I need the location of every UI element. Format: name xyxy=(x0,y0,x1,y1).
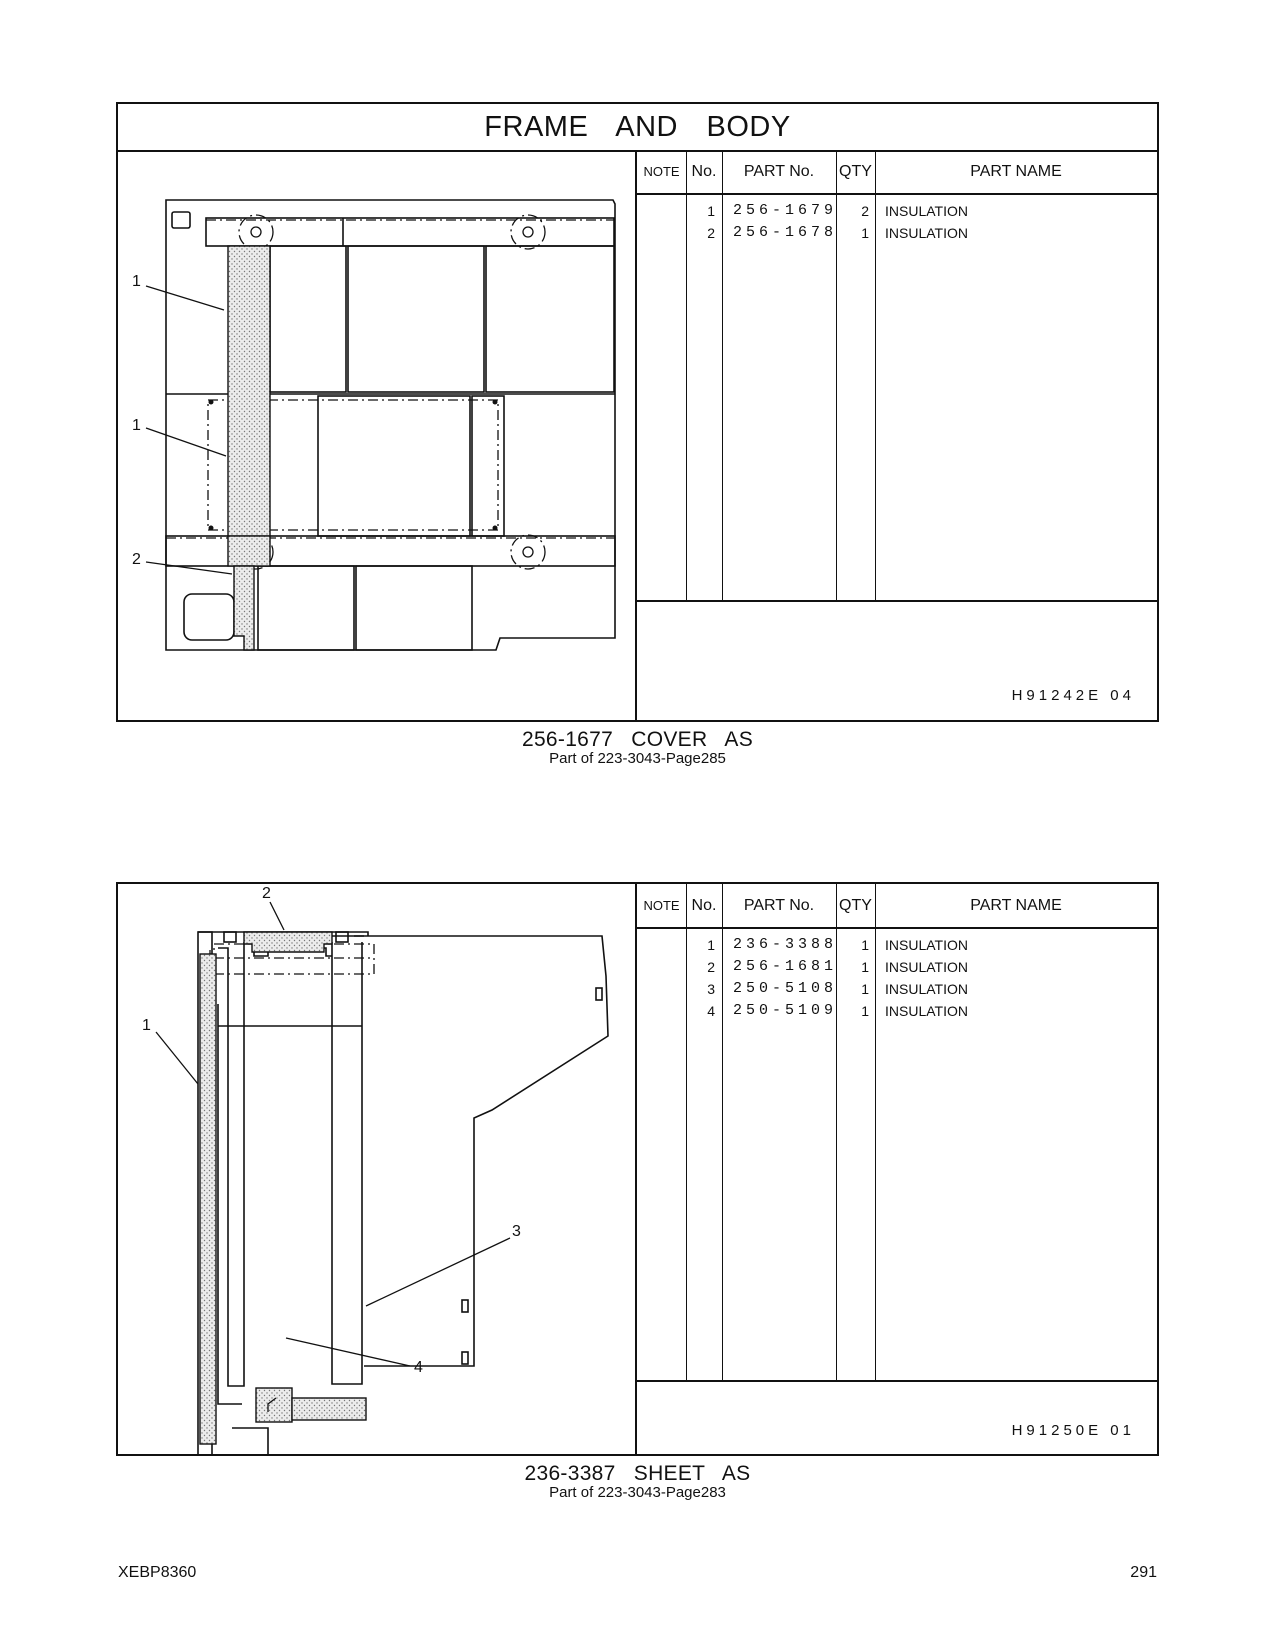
row-no: 1 xyxy=(707,203,715,219)
sheet-assembly-panel xyxy=(116,882,1159,1456)
row-qty: 1 xyxy=(861,225,869,241)
row-part-no: 250-5109 xyxy=(733,1002,838,1019)
callout-label: 3 xyxy=(512,1223,521,1240)
caption-title: 256-1677 COVER AS xyxy=(521,728,754,751)
callout-label: 2 xyxy=(262,885,271,902)
row-part-no: 256-1678 xyxy=(733,224,838,241)
header-qty: QTY xyxy=(839,897,872,914)
callout-label: 4 xyxy=(414,1359,423,1376)
row-part-no: 236-3388 xyxy=(733,936,838,953)
row-no: 3 xyxy=(707,981,715,997)
header-part-name: PART NAME xyxy=(970,163,1062,180)
header-note: NOTE xyxy=(643,164,680,179)
header-part-no: PART No. xyxy=(743,163,815,180)
row-no: 2 xyxy=(707,225,715,241)
parts-table xyxy=(635,150,1157,720)
frame-and-body-panel xyxy=(116,102,1159,722)
caption-cover xyxy=(116,728,1159,767)
row-no: 4 xyxy=(707,1003,715,1019)
row-part-name: INSULATION xyxy=(885,981,968,997)
callout-label: 2 xyxy=(132,551,141,568)
row-no: 1 xyxy=(707,937,715,953)
drawing-code: H91250E 01 xyxy=(1011,1422,1135,1439)
row-part-name: INSULATION xyxy=(885,1003,968,1019)
header-no: No. xyxy=(691,163,717,180)
row-part-name: INSULATION xyxy=(885,959,968,975)
drawing-code: H91242E 04 xyxy=(1011,687,1135,704)
document-id: XEBP8360 xyxy=(118,1564,197,1581)
row-qty: 1 xyxy=(861,981,869,997)
row-part-name: INSULATION xyxy=(885,203,968,219)
row-qty: 1 xyxy=(861,959,869,975)
row-qty: 2 xyxy=(861,203,869,219)
row-part-no: 256-1679 xyxy=(733,202,838,219)
callout-label: 1 xyxy=(132,417,141,434)
row-part-no: 250-5108 xyxy=(733,980,838,997)
header-note: NOTE xyxy=(643,898,680,913)
row-qty: 1 xyxy=(861,1003,869,1019)
parts-table xyxy=(635,884,1157,1454)
header-qty: QTY xyxy=(839,163,872,180)
header-part-name: PART NAME xyxy=(970,897,1062,914)
header-part-no: PART No. xyxy=(743,897,815,914)
row-part-name: INSULATION xyxy=(885,225,968,241)
row-part-name: INSULATION xyxy=(885,937,968,953)
header-no: No. xyxy=(691,897,717,914)
callout-label: 1 xyxy=(142,1017,151,1034)
cover-assembly-drawing xyxy=(118,150,639,720)
caption-subtitle: Part of 223-3043-Page283 xyxy=(549,1484,726,1501)
caption-title: 236-3387 SHEET AS xyxy=(524,1462,751,1485)
sheet-assembly-drawing xyxy=(118,884,639,1454)
panel-title: FRAME AND BODY xyxy=(118,104,1157,152)
callout-label: 1 xyxy=(132,273,141,290)
row-part-no: 256-1681 xyxy=(733,958,838,975)
caption-sheet xyxy=(116,1462,1159,1501)
page-number: 291 xyxy=(1130,1564,1157,1581)
row-qty: 1 xyxy=(861,937,869,953)
row-no: 2 xyxy=(707,959,715,975)
caption-subtitle: Part of 223-3043-Page285 xyxy=(549,750,726,767)
